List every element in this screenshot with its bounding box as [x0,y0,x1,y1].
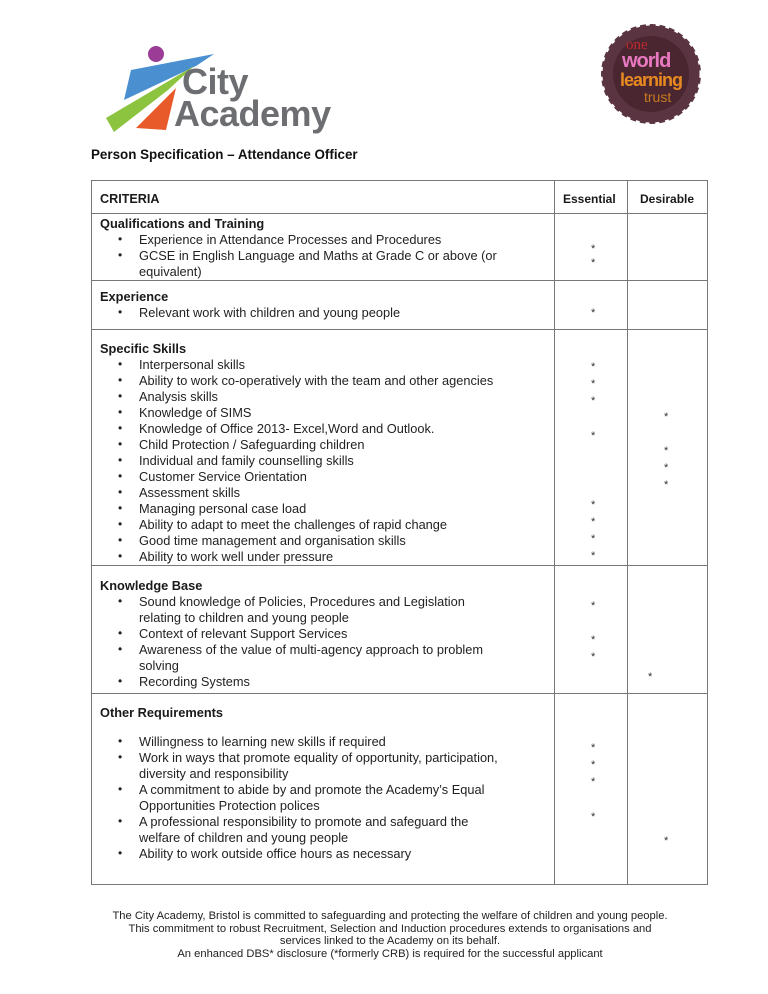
criteria-item-continuation: solving [139,658,179,673]
criteria-item: Ability to work co-operatively with the team and other agencies [139,373,494,388]
essential-star-icon: * [591,430,596,442]
row-divider [92,280,707,281]
criteria-item: Customer Service Orientation [139,469,307,484]
criteria-item-continuation: relating to children and young people [139,610,349,625]
criteria-item: Interpersonal skills [139,357,245,372]
criteria-item: Willingness to learning new skills if required [139,734,386,749]
criteria-item: Analysis skills [139,389,218,404]
criteria-item: Assessment skills [139,485,240,500]
bullet-icon: • [118,846,123,860]
criteria-item: Context of relevant Support Services [139,626,348,641]
criteria-item-continuation: equivalent) [139,264,202,279]
bullet-icon: • [118,501,123,515]
person-spec-table [91,180,708,885]
essential-star-icon: * [591,600,596,612]
criteria-item: A professional responsibility to promote and safeguard the [139,814,469,829]
city-logo-text-line2: Academy [174,93,331,134]
criteria-item: Ability to work well under pressure [139,549,334,564]
desirable-star-icon: * [664,835,669,847]
criteria-item: Relevant work with children and young people [139,305,401,320]
city-logo-text-line1: City [182,61,249,102]
essential-header: Essential [563,192,616,206]
row-divider [92,329,707,330]
desirable-star-icon: * [648,671,653,683]
bullet-icon: • [118,814,123,828]
bullet-icon: • [118,389,123,403]
essential-star-icon: * [591,550,596,562]
criteria-item: GCSE in English Language and Maths at Grade C or above (or [139,248,497,263]
criteria-item-continuation: welfare of children and young people [139,830,349,845]
bullet-icon: • [118,357,123,371]
section-title-knowledge-base: Knowledge Base [100,578,203,593]
essential-star-icon: * [591,499,596,511]
essential-star-icon: * [591,651,596,663]
essential-star-icon: * [591,516,596,528]
bullet-icon: • [118,232,123,246]
bullet-icon: • [118,626,123,640]
criteria-item-continuation: diversity and responsibility [139,766,289,781]
header-row-divider [92,213,707,214]
essential-star-icon: * [591,395,596,407]
city-academy-logo [96,38,331,138]
criteria-item: Good time management and organisation skills [139,533,406,548]
criteria-item: Knowledge of SIMS [139,405,252,420]
criteria-item: Ability to work outside office hours as necessary [139,846,412,861]
essential-star-icon: * [591,759,596,771]
bullet-icon: • [118,437,123,451]
criteria-item: Experience in Attendance Processes and Procedures [139,232,442,247]
trust-logo-world: world [622,50,671,72]
section-title-specific-skills: Specific Skills [100,341,187,356]
bullet-icon: • [118,469,123,483]
essential-column-divider [554,181,555,884]
criteria-item: A commitment to abide by and promote the Academy’s Equal [139,782,485,797]
trust-logo-trust: trust [644,89,672,105]
essential-star-icon: * [591,257,596,269]
essential-star-icon: * [591,811,596,823]
bullet-icon: • [118,305,123,319]
bullet-icon: • [118,405,123,419]
footer-line-1: The City Academy, Bristol is committed to safeguarding and protecting the welfare of children and young people. [112,910,668,922]
desirable-star-icon: * [664,411,669,423]
criteria-item-continuation: Opportunities Protection polices [139,798,320,813]
bullet-icon: • [118,642,123,656]
section-title-other-requirements: Other Requirements [100,705,224,720]
bullet-icon: • [118,373,123,387]
bullet-icon: • [118,517,123,531]
row-divider [92,565,707,566]
essential-star-icon: * [591,243,596,255]
essential-star-icon: * [591,361,596,373]
bullet-icon: • [118,248,123,262]
bullet-icon: • [118,674,123,688]
desirable-header: Desirable [640,192,695,206]
bullet-icon: • [118,485,123,499]
footer-line-3: services linked to the Academy on its behalf. [279,935,501,947]
essential-star-icon: * [591,776,596,788]
desirable-star-icon: * [664,445,669,457]
document-title: Person Specification – Attendance Officer [91,147,358,162]
trust-logo-learning: learning [620,70,683,90]
footer-line-2: This commitment to robust Recruitment, Selection and Induction procedures extends to organisations and [128,922,652,935]
criteria-item: Sound knowledge of Policies, Procedures and Legislation [139,594,465,609]
row-divider [92,693,707,694]
criteria-item: Ability to adapt to meet the challenges of rapid change [139,517,448,532]
criteria-header: CRITERIA [100,192,160,206]
criteria-item: Awareness of the value of multi-agency approach to problem [139,642,484,657]
desirable-star-icon: * [664,479,669,491]
bullet-icon: • [118,533,123,547]
trust-logo-one: one [626,37,648,53]
section-title-experience: Experience [100,289,169,304]
desirable-star-icon: * [664,462,669,474]
bullet-icon: • [118,421,123,435]
criteria-item: Individual and family counselling skills [139,453,354,468]
bullet-icon: • [118,453,123,467]
bullet-icon: • [118,549,123,563]
bullet-icon: • [118,734,123,748]
safeguarding-footer [60,910,720,960]
essential-star-icon: * [591,742,596,754]
essential-star-icon: * [591,307,596,319]
criteria-item: Knowledge of Office 2013- Excel,Word and Outlook. [139,421,435,436]
essential-star-icon: * [591,378,596,390]
criteria-item: Work in ways that promote equality of opportunity, participation, [139,750,498,765]
criteria-item: Recording Systems [139,674,250,689]
bullet-icon: • [118,750,123,764]
one-world-learning-trust-logo [590,22,712,134]
desirable-column-divider [627,181,628,884]
criteria-item: Child Protection / Safeguarding children [139,437,365,452]
essential-star-icon: * [591,533,596,545]
bullet-icon: • [118,782,123,796]
criteria-item: Managing personal case load [139,501,307,516]
bullet-icon: • [118,594,123,608]
section-title-qualifications: Qualifications and Training [100,216,265,231]
footer-line-4: An enhanced DBS* disclosure (*formerly CRB) is required for the successful applicant [177,947,603,960]
essential-star-icon: * [591,634,596,646]
